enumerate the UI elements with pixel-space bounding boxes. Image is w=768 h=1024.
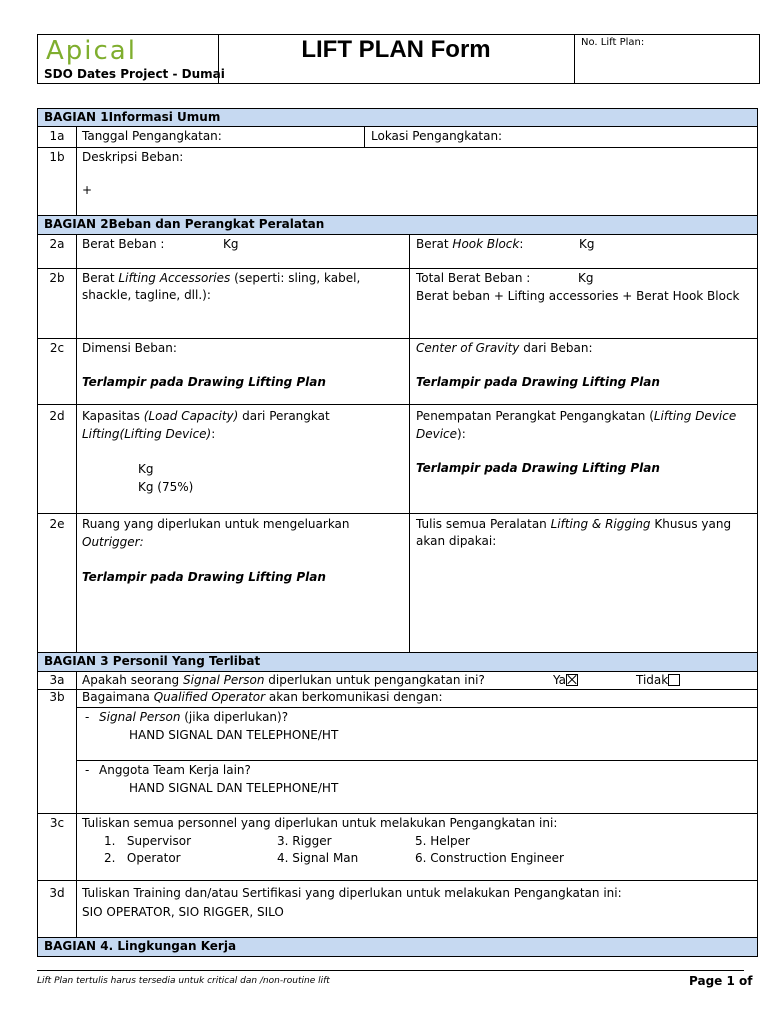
- kapasitas-label-2: Lifting(Lifting Device):: [82, 427, 216, 441]
- kapasitas-kg: Kg: [138, 462, 154, 476]
- row-3c-number: 3c: [49, 816, 65, 830]
- personnel-1: 1. Supervisor: [104, 834, 192, 848]
- row-3d-number: 3d: [49, 886, 65, 900]
- project-name: SDO Dates Project - Dumai: [44, 67, 225, 81]
- personnel-5: 5. Helper: [415, 834, 470, 848]
- penempatan-value: Terlampir pada Drawing Lifting Plan: [416, 461, 660, 475]
- row-1b-number: 1b: [49, 150, 65, 164]
- outrigger-label: Ruang yang diperlukan untuk mengeluarkan: [82, 517, 350, 531]
- row-3a-number: 3a: [49, 673, 65, 687]
- team-kerja-label: Anggota Team Kerja lain?: [99, 763, 251, 777]
- row-2e-number: 2e: [49, 517, 65, 531]
- personnel-4: 4. Signal Man: [277, 851, 359, 865]
- lokasi-label: Lokasi Pengangkatan:: [371, 129, 503, 143]
- row-2c-number: 2c: [49, 341, 65, 355]
- footer-rule: [37, 970, 744, 971]
- dimensi-value: Terlampir pada Drawing Lifting Plan: [82, 375, 326, 389]
- tidak-option[interactable]: Tidak: [636, 672, 680, 689]
- hook-block-unit: Kg: [579, 237, 595, 251]
- tanggal-label: Tanggal Pengangkatan:: [82, 129, 222, 143]
- signal-person-dash: -: [85, 710, 90, 724]
- outrigger-value: Terlampir pada Drawing Lifting Plan: [82, 570, 326, 584]
- row-2a-number: 2a: [49, 237, 65, 251]
- personnel-6: 6. Construction Engineer: [415, 851, 564, 865]
- page-title: LIFT PLAN Form: [301, 36, 491, 63]
- row-1a-number: 1a: [49, 129, 65, 143]
- deskripsi-label: Deskripsi Beban:: [82, 150, 184, 164]
- dimensi-label: Dimensi Beban:: [82, 341, 177, 355]
- outrigger-label-2: Outrigger:: [82, 535, 144, 549]
- training-value: SIO OPERATOR, SIO RIGGER, SILO: [82, 905, 284, 919]
- tidak-checkbox[interactable]: [668, 674, 680, 686]
- apical-logo: Apical: [46, 36, 137, 66]
- kapasitas-kg-75: Kg (75%): [138, 480, 194, 494]
- row-2b-number: 2b: [49, 271, 65, 285]
- signal-person-question: Apakah seorang Signal Person diperlukan untuk pengangkatan ini?: [82, 673, 485, 687]
- berat-beban-label: Berat Beban :: [82, 237, 165, 251]
- signal-person-value: HAND SIGNAL DAN TELEPHONE/HT: [129, 728, 339, 742]
- team-kerja-value: HAND SIGNAL DAN TELEPHONE/HT: [129, 781, 339, 795]
- footer-note: Lift Plan tertulis harus tersedia untuk critical dan /non-routine lift: [37, 976, 330, 986]
- penempatan-label: Penempatan Perangkat Pengangkatan (Lifting Device: [416, 409, 737, 423]
- lift-plan-number-label: No. Lift Plan:: [581, 37, 645, 48]
- ya-option[interactable]: Ya: [553, 672, 578, 689]
- operator-komunikasi-label: Bagaimana Qualified Operator akan berkomunikasi dengan:: [82, 690, 443, 704]
- deskripsi-value[interactable]: +: [82, 183, 93, 197]
- total-berat-label: Total Berat Beban :: [416, 271, 531, 285]
- peralatan-label: Tulis semua Peralatan Lifting & Rigging Khusus yang akan dipakai:: [416, 517, 732, 548]
- row-3b-number: 3b: [49, 690, 65, 704]
- ya-checkbox[interactable]: [566, 674, 578, 686]
- cog-label: Center of Gravity dari Beban:: [416, 341, 593, 355]
- section-1-title: BAGIAN 1Informasi Umum: [44, 110, 221, 124]
- section-2-title: BAGIAN 2Beban dan Perangkat Peralatan: [44, 217, 325, 231]
- section-3-title: BAGIAN 3 Personil Yang Terlibat: [44, 654, 261, 668]
- personnel-label: Tuliskan semua personnel yang diperlukan untuk melakukan Pengangkatan ini:: [82, 816, 558, 830]
- signal-person-label: Signal Person (jika diperlukan)?: [99, 710, 289, 724]
- training-label: Tuliskan Training dan/atau Sertifikasi yang diperlukan untuk melakukan Pengangkatan ini:: [82, 886, 622, 900]
- berat-beban-unit: Kg: [223, 237, 239, 251]
- section-4-title: BAGIAN 4. Lingkungan Kerja: [44, 939, 237, 953]
- personnel-2: 2. Operator: [104, 851, 181, 865]
- total-berat-formula: Berat beban + Lifting accessories + Berat Hook Block: [416, 289, 740, 303]
- row-2d-number: 2d: [49, 409, 65, 423]
- cog-value: Terlampir pada Drawing Lifting Plan: [416, 375, 660, 389]
- lifting-accessories-label: Berat Lifting Accessories (seperti: sling, kabel, shackle, tagline, dll.):: [82, 271, 361, 302]
- team-kerja-dash: -: [85, 763, 90, 777]
- penempatan-label-2: Device):: [416, 427, 466, 441]
- hook-block-label: Berat Hook Block:: [416, 237, 524, 251]
- personnel-3: 3. Rigger: [277, 834, 332, 848]
- page-number: Page 1 of: [689, 974, 753, 988]
- kapasitas-label: Kapasitas (Load Capacity) dari Perangkat: [82, 409, 330, 423]
- total-berat-unit: Kg: [578, 271, 594, 285]
